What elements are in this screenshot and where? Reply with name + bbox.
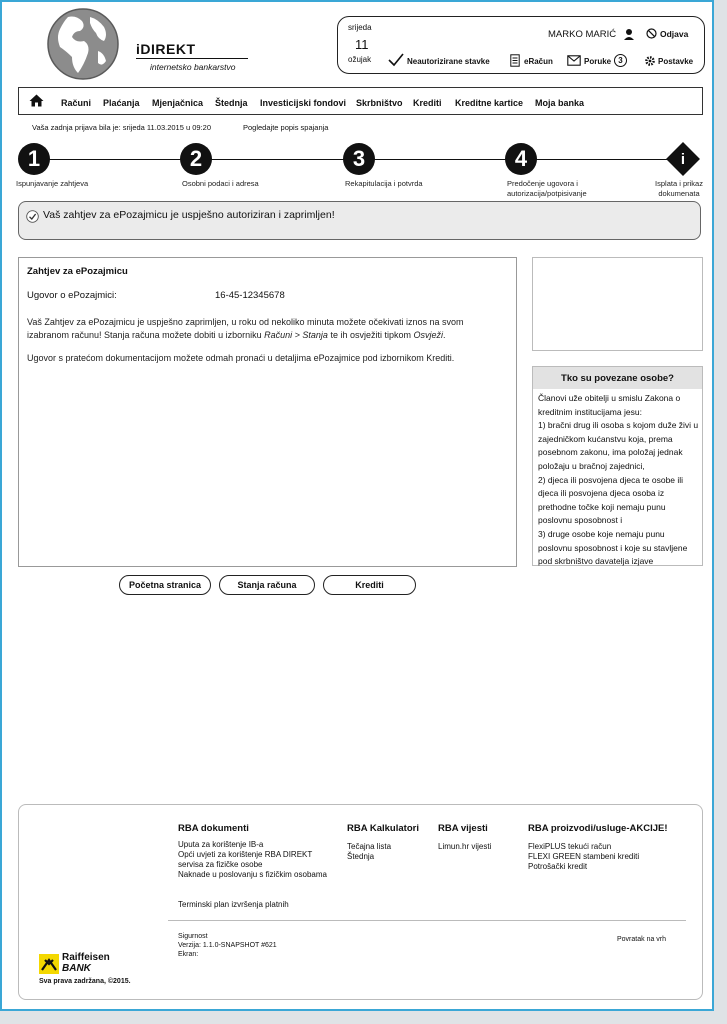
side-line: 3) druge osobe koje nemaju punu [538,528,665,539]
para1-end: . [442,329,446,340]
home-page-button[interactable]: Početna stranica [119,575,211,595]
step-2-label: Osobni podaci i adresa [182,179,259,188]
side-line: 1) bračni drug ili osoba s kojom duže živi u [538,420,699,431]
docs-link[interactable]: Naknade u poslovanju s fizičkim osobama [178,870,327,879]
product-link[interactable]: Potrošački kredit [528,862,588,871]
main-nav [18,87,703,115]
info-icon: i [680,150,686,168]
para1-text-b: te ih osvježiti tipkom [327,329,414,340]
related-persons-text [538,392,703,569]
account-balances-button[interactable]: Stanja računa [219,575,315,595]
copyright-text: Sva prava zadržana, ©2015. [39,978,131,985]
calculator-link[interactable]: Tečajna lista [347,842,392,851]
logout-link[interactable]: Odjava [660,29,689,39]
footer-meta [178,932,277,959]
back-to-top-link[interactable]: Povratak na vrh [617,936,667,943]
side-empty-panel [532,257,703,351]
nav-item-my-bank[interactable]: Moja banka [535,98,585,108]
einvoice-link[interactable]: eRačun [524,57,553,66]
gear-icon [644,55,656,67]
messages-link[interactable]: Poruke [584,57,612,66]
step-4-circle: 4 [505,143,537,175]
date-month: ožujak [348,55,372,64]
user-icon [623,28,635,40]
news-links [438,842,491,852]
para1-menu-path: Računi > Stanja [264,329,328,340]
contract-label: Ugovor o ePozajmici: [27,290,117,301]
envelope-icon [567,55,581,66]
security-link[interactable]: Sigurnost [178,933,208,940]
settings-link[interactable]: Postavke [658,57,694,66]
side-line: poslovnu sposobnost i [538,515,623,526]
contract-number: 16-45-12345678 [215,290,285,301]
logo-subtitle: internetsko bankarstvo [150,62,236,72]
side-line: kreditnim institucijama jesu: [538,406,642,417]
nav-item-payments[interactable]: Plaćanja [103,98,140,108]
docs-link[interactable]: Uputa za korištenje IB-a [178,840,264,849]
products-title: RBA proizvodi/usluge-AKCIJE! [528,823,668,834]
nav-item-investment-funds[interactable]: Investicijski fondovi [260,98,347,108]
side-line: poslovnu sposobnost i koje su stavljene [538,542,688,553]
document-icon [510,54,520,67]
nav-item-credit-cards[interactable]: Kreditne kartice [455,98,524,108]
unauthorized-items-link[interactable]: Neautorizirane stavke [407,57,490,66]
connections-link[interactable]: Pogledajte popis spajanja [243,123,329,132]
loans-button[interactable]: Krediti [323,575,416,595]
side-line: položaju u bračnoj zajednici, [538,460,645,471]
side-line: pod skrbništvo davatelja izjave [538,556,654,567]
main-content-panel [18,257,517,567]
calculator-link[interactable]: Štednja [347,852,375,861]
success-message: Vaš zahtjev za ePozajmicu je uspješno autoriziran i zaprimljen! [43,209,335,221]
step-1-circle: 1 [18,143,50,175]
screen-text: Ekran: [178,951,199,958]
date-day-name: srijeda [348,23,372,32]
nav-item-savings[interactable]: Štednja [215,98,248,108]
version-text: Verzija: 1.1.0-SNAPSHOT #621 [178,942,277,949]
nav-item-accounts[interactable]: Računi [61,98,92,108]
step-3-label: Rekapitulacija i potvrda [345,179,423,188]
home-icon[interactable] [29,94,44,107]
step-3-circle: 3 [343,143,375,175]
para1-refresh-label: Osvježi [413,329,443,340]
success-message-box [18,201,701,240]
messages-count-badge: 3 [614,54,627,67]
documentation-paragraph: Ugovor s pratećom dokumentacijom možete odmah pronaći u detaljima ePozajmice pod izbornikom Krediti. [27,353,455,363]
nav-item-custody[interactable]: Skrbništvo [356,98,403,108]
related-persons-panel [532,366,703,566]
nav-item-exchange[interactable]: Mjenjačnica [152,98,204,108]
docs-title: RBA dokumenti [178,823,249,834]
user-panel [337,16,705,74]
side-line: zajedničkom kućanstvu koja, prema [538,433,673,444]
products-links [528,842,639,872]
raiffeisen-gable-icon [39,954,59,974]
docs-links [178,840,338,880]
footer-divider [168,920,686,921]
news-title: RBA vijesti [438,823,488,834]
bank-logo[interactable] [39,952,149,980]
calculators-title: RBA Kalkulatori [347,823,419,834]
side-line: prethodne točke koji nemaju punu [538,501,666,512]
main-title: Zahtjev za ePozajmicu [27,266,128,277]
step-1-label: Ispunjavanje zahtjeva [16,179,89,188]
brand-name: Raiffeisen [62,952,110,963]
calculators-links [347,842,391,862]
nav-item-loans[interactable]: Krediti [413,98,442,108]
logo-title: iDIREKT [136,41,196,57]
checkmark-icon [388,53,404,67]
logo[interactable] [46,7,256,79]
docs-link[interactable]: Opći uvjeti za korištenje RBA DIREKT servisa za fizičke osobe [178,850,313,869]
last-login-text: Vaša zadnja prijava bila je: srijeda 11.03.2015 u 09:20 [32,123,212,132]
side-line: 2) djeca ili posvojena djeca te osobe ili [538,474,684,485]
related-persons-title: Tko su povezane osobe? [533,367,702,389]
side-line: posebnom zakonu, ima položaj jednak [538,447,683,458]
step-2-circle: 2 [180,143,212,175]
success-check-icon [26,210,39,223]
news-link[interactable]: Limun.hr vijesti [438,842,492,851]
brand-bank: BANK [62,963,91,974]
product-link[interactable]: FlexiPLUS tekući račun [528,842,612,851]
confirmation-paragraph [27,316,497,341]
step-5-label: Isplata i prikaz dokumenata [655,179,703,198]
user-name: MARKO MARIĆ [548,29,617,40]
para1-text-a: Vaš Zahtjev za ePozajmicu je uspješno zaprimljen, u roku od nekoliko minuta možete očekivati iznos na svom izabranom računu! Stanja računa možete dobiti u izborniku [27,317,464,340]
docs-extra-link[interactable]: Terminski plan izvršenja platnih [178,900,289,909]
side-line: djeca ili posvojena djeca osoba iz [538,488,665,499]
product-link[interactable]: FLEXI GREEN stambeni krediti [528,852,640,861]
step-4-label: Predočenje ugovora i autorizacija/potpisivanje [507,179,587,198]
logout-icon[interactable] [646,28,657,39]
globe-icon [46,7,120,81]
logo-underline [136,58,248,59]
date-day-number: 11 [355,37,369,52]
footer [18,804,703,1000]
side-line: Članovi uže obitelji u smislu Zakona o [538,393,681,403]
